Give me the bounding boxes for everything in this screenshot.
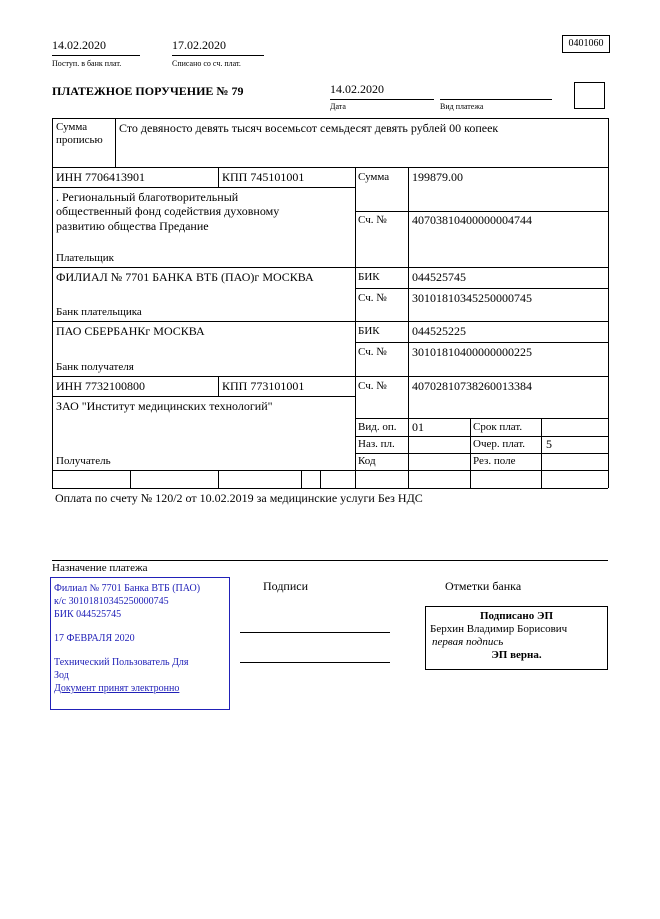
naz-pl-label: Наз. пл. — [358, 438, 395, 450]
payee-bank-account: 30101810400000000225 — [412, 345, 532, 359]
debited-date-field: 17.02.2020 — [172, 38, 264, 56]
payer-bank-account-label: Сч. № — [358, 292, 387, 304]
signed-ep-title: Подписано ЭП — [479, 610, 554, 622]
payer-bank-account: 30101810345250000745 — [412, 291, 532, 305]
payer-bank-bik: 044525745 — [412, 270, 466, 284]
table-border — [52, 187, 355, 188]
table-border — [115, 118, 116, 167]
table-border — [355, 288, 608, 289]
payee-bank-bik-label: БИК — [358, 325, 380, 337]
payer-inn: ИНН 7706413901 — [56, 170, 145, 184]
bank-electronic-stamp — [50, 577, 230, 710]
bank-marks-label: Отметки банка — [445, 579, 522, 593]
table-border — [52, 167, 608, 168]
table-border — [52, 376, 608, 377]
kod-label: Код — [358, 455, 376, 467]
purpose-label: Назначение платежа — [52, 562, 148, 574]
table-border — [52, 267, 608, 268]
rez-pole-label: Рез. поле — [473, 455, 516, 467]
table-border — [355, 453, 608, 454]
table-border — [541, 418, 542, 470]
payer-kpp: КПП 745101001 — [222, 170, 305, 184]
vid-op-value: 01 — [412, 420, 424, 434]
payer-bank-label: Банк плательщика — [56, 306, 142, 318]
table-border — [52, 470, 608, 471]
vid-op-label: Вид. оп. — [358, 421, 397, 433]
table-border — [218, 167, 219, 187]
signature-type: первая подпись — [432, 636, 504, 648]
payee-bank-name: ПАО СБЕРБАНКг МОСКВА — [56, 324, 205, 338]
table-border — [355, 342, 608, 343]
purpose-separator-line — [52, 560, 608, 561]
table-border — [52, 118, 608, 119]
payee-account: 40702810738260013384 — [412, 379, 532, 393]
signature-line — [240, 662, 390, 663]
table-border — [218, 470, 219, 488]
payee-bank-label: Банк получателя — [56, 361, 134, 373]
payment-type-field — [440, 82, 552, 100]
payment-type-label: Вид платежа — [440, 102, 484, 111]
table-border — [52, 488, 608, 489]
table-border — [355, 211, 608, 212]
table-border — [408, 167, 409, 488]
table-border — [470, 470, 471, 488]
payee-label: Получатель — [56, 455, 111, 467]
signature-line — [240, 632, 390, 633]
payee-bank-account-label: Сч. № — [358, 346, 387, 358]
table-border — [608, 118, 609, 488]
payee-kpp: КПП 773101001 — [222, 379, 305, 393]
document-date-field: 14.02.2020 — [330, 82, 434, 100]
table-border — [52, 396, 355, 397]
date-label: Дата — [330, 102, 346, 111]
payment-kind-box — [574, 82, 605, 109]
stamp-user-2: Зод — [54, 670, 69, 681]
stamp-bik: БИК 044525745 — [54, 609, 122, 620]
payer-bank-name: ФИЛИАЛ № 7701 БАНКА ВТБ (ПАО)г МОСКВА — [56, 270, 314, 284]
table-border — [130, 470, 131, 488]
signer-name: Берхин Владимир Борисович — [430, 623, 568, 635]
amount-words-label: Сумма прописью — [56, 121, 103, 147]
payee-bank-bik: 044525225 — [412, 324, 466, 338]
form-code-box: 0401060 — [562, 35, 610, 53]
table-border — [355, 167, 356, 488]
payer-bank-bik-label: БИК — [358, 271, 380, 283]
stamp-corr-account: к/с 30101810345250000745 — [54, 596, 169, 607]
amount-words-value: Сто девяносто девять тысяч восемьсот семьдесят девять рублей 00 копеек — [119, 121, 499, 135]
table-border — [320, 470, 321, 488]
ocher-plat-label: Очер. плат. — [473, 438, 526, 450]
stamp-user-1: Технический Пользователь Для — [54, 657, 189, 668]
stamp-branch: Филиал № 7701 Банка ВТБ (ПАО) — [54, 583, 201, 594]
stamp-date: 17 ФЕВРАЛЯ 2020 — [54, 633, 135, 644]
sum-value: 199879.00 — [412, 170, 463, 184]
purpose-text: Оплата по счету № 120/2 от 10.02.2019 за медицинские услуги Без НДС — [55, 491, 423, 505]
payer-label: Плательщик — [56, 252, 114, 264]
received-date-field: 14.02.2020 — [52, 38, 140, 56]
table-border — [301, 470, 302, 488]
signatures-label: Подписи — [263, 579, 309, 593]
table-border — [541, 470, 542, 488]
signature-verified: ЭП верна. — [491, 649, 542, 661]
payee-name: ЗАО "Институт медицинских технологий" — [56, 399, 273, 413]
debited-date-label: Списано со сч. плат. — [172, 59, 241, 68]
table-border — [470, 418, 471, 470]
payer-name: . Региональный благотворительный общественный фонд содействия духовному развитию общества Предание — [56, 190, 280, 233]
received-date-label: Поступ. в банк плат. — [52, 59, 122, 68]
payee-inn: ИНН 7732100800 — [56, 379, 145, 393]
payer-account: 40703810400000004744 — [412, 213, 532, 227]
table-border — [52, 118, 53, 488]
srok-plat-label: Срок плат. — [473, 421, 523, 433]
stamp-accepted: Документ принят электронно — [54, 683, 180, 694]
table-border — [355, 418, 608, 419]
signature-stamp-box — [425, 606, 608, 670]
table-border — [355, 436, 608, 437]
ocher-plat-value: 5 — [546, 437, 552, 451]
table-border — [52, 321, 608, 322]
payee-account-label: Сч. № — [358, 380, 387, 392]
payer-account-label: Сч. № — [358, 214, 387, 226]
table-border — [218, 376, 219, 396]
document-title: ПЛАТЕЖНОЕ ПОРУЧЕНИЕ № 79 — [52, 84, 244, 98]
sum-label: Сумма — [358, 171, 390, 183]
